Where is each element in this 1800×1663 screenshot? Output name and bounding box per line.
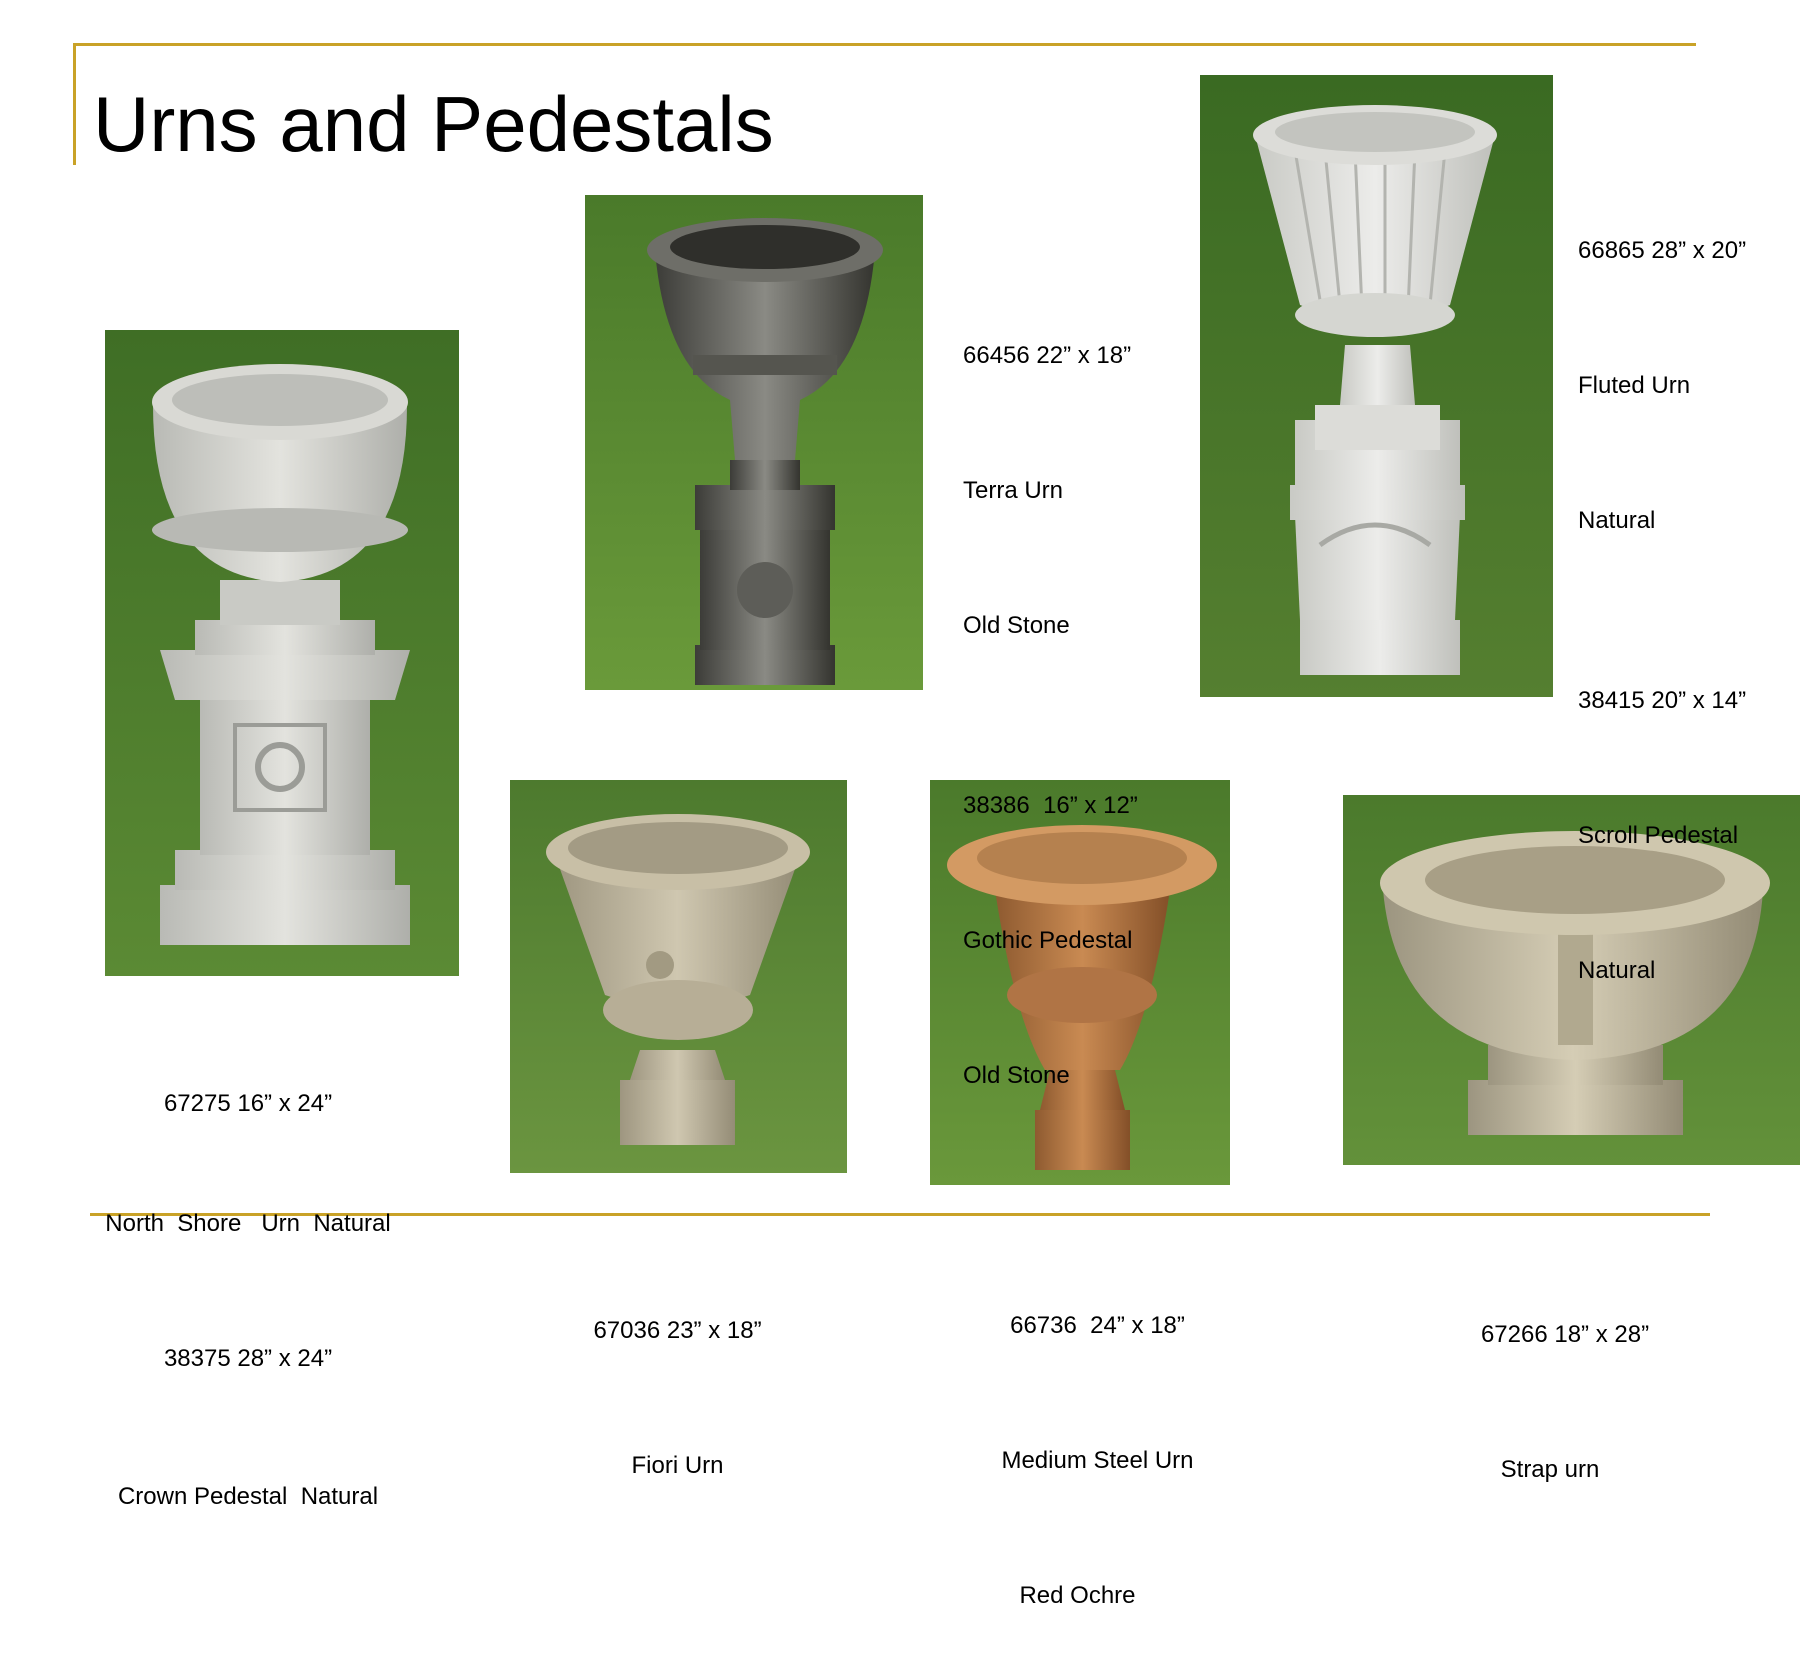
caption-line: 66456 22” x 18”: [963, 342, 1132, 369]
strap-caption: [1455, 1222, 1675, 1537]
caption-line: Fiori Urn: [631, 1452, 724, 1479]
caption-line: 38375 28” x 24”: [163, 1345, 333, 1372]
fiori-photo: [510, 780, 847, 1173]
caption-line: North Shore Urn Natural: [105, 1210, 391, 1237]
terra-gothic-photo: [585, 195, 923, 690]
caption-line: 38386 16” x 12”: [963, 792, 1138, 819]
caption-line: Natural: [1578, 507, 1656, 534]
caption-line: 67266 18” x 28”: [1480, 1321, 1650, 1348]
caption-line: Old Stone: [963, 1062, 1070, 1089]
caption-line: Medium Steel Urn: [1001, 1447, 1194, 1474]
caption-line: Scroll Pedestal: [1578, 822, 1739, 849]
caption-line: Red Ochre: [1019, 1582, 1136, 1609]
caption-line: 38415 20” x 14”: [1578, 687, 1747, 714]
fluted-scroll-caption: [1578, 138, 1746, 1038]
caption-line: Crown Pedestal Natural: [117, 1483, 379, 1510]
north-shore-crown-caption: [83, 999, 413, 1564]
caption-line: 66865 28” x 20”: [1578, 237, 1747, 264]
caption-line: Natural: [1578, 957, 1656, 984]
medium-steel-caption: [975, 1213, 1220, 1663]
left-rule: [73, 43, 76, 165]
caption-line: 66736 24” x 18”: [1010, 1312, 1185, 1339]
caption-line: 67275 16” x 24”: [163, 1090, 333, 1117]
caption-line: Fluted Urn: [1578, 372, 1691, 399]
fluted-scroll-photo: [1200, 75, 1553, 697]
caption-line: Terra Urn: [963, 477, 1064, 504]
caption-line: 67036 23” x 18”: [593, 1317, 762, 1344]
caption-line: Gothic Pedestal: [963, 927, 1133, 954]
north-shore-crown-photo: [105, 330, 459, 976]
fiori-caption: [560, 1218, 795, 1533]
page-title: Urns and Pedestals: [93, 80, 774, 168]
caption-line: Old Stone: [963, 612, 1070, 639]
terra-gothic-caption: [963, 243, 1138, 1143]
top-rule: [73, 43, 1696, 46]
caption-line: Strap urn: [1500, 1456, 1600, 1483]
